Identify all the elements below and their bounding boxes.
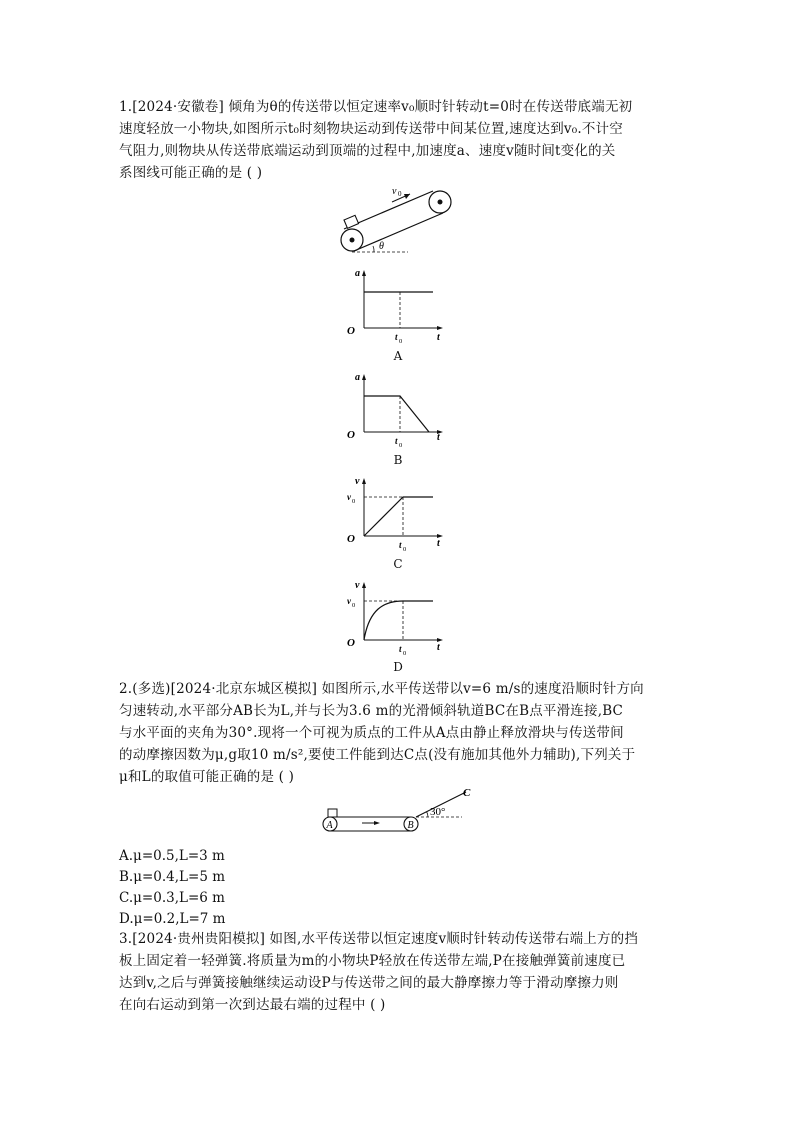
angle-label: 30° bbox=[430, 806, 446, 818]
v0-label: v bbox=[347, 596, 351, 606]
point-c-label: C bbox=[463, 788, 471, 799]
t0-sub: 0 bbox=[403, 546, 407, 553]
text-line: 1.[2024·安徽卷] 倾角为θ的传送带以恒定速率v₀顺时针转动t=0时在传送带底端无初 bbox=[119, 99, 633, 115]
v0-label: v bbox=[392, 186, 397, 197]
v0-sub: 0 bbox=[352, 602, 356, 609]
t0-label: t bbox=[395, 332, 398, 342]
x-axis-label: t bbox=[437, 642, 440, 653]
graph-b-caption: B bbox=[393, 453, 403, 467]
text-line: 2.(多选)[2024·北京东城区模拟] 如图所示,水平传送带以v=6 m/s的速度沿顺时针方向 bbox=[119, 681, 644, 697]
y-axis-label: a bbox=[355, 268, 360, 279]
point-a-label: A bbox=[326, 820, 333, 831]
origin-label: O bbox=[347, 533, 355, 545]
text-line: 达到v,之后与弹簧接触继续运动设P与传送带之间的最大静摩擦力等于滑动摩擦力则 bbox=[119, 975, 619, 991]
text-line: 匀速转动,水平部分AB长为L,并与长为3.6 m的光滑倾斜轨道BC在B点平滑连接,BC bbox=[119, 703, 624, 719]
t0-sub: 0 bbox=[399, 442, 403, 449]
text-line: 速度轻放一小物块,如图所示t₀时刻物块运动到传送带中间某位置,速度达到v₀.不计空 bbox=[119, 121, 623, 137]
text-line: 在向右运动到第一次到达最右端的过程中 ( ) bbox=[119, 997, 386, 1013]
v0-label: v bbox=[347, 492, 351, 502]
graph-a-caption: A bbox=[393, 349, 403, 363]
origin-label: O bbox=[347, 637, 355, 649]
graph-c-caption: C bbox=[393, 557, 403, 571]
text-line: 的动摩擦因数为μ,g取10 m/s²,要使工件能到达C点(没有施加其他外力辅助),下列关于 bbox=[119, 747, 636, 763]
x-axis-label: t bbox=[437, 332, 440, 343]
text-line: 系图线可能正确的是 ( ) bbox=[119, 165, 263, 181]
question-2-text bbox=[119, 678, 679, 788]
t0-sub: 0 bbox=[403, 650, 407, 657]
graph-d-caption: D bbox=[393, 660, 403, 674]
y-axis-label: v bbox=[355, 580, 360, 591]
graph-d bbox=[345, 580, 455, 660]
v0-sub: 0 bbox=[352, 498, 356, 505]
question-1-text bbox=[119, 96, 679, 184]
graph-a bbox=[345, 268, 455, 348]
t0-label: t bbox=[399, 644, 402, 654]
graph-c bbox=[345, 476, 455, 556]
point-b-label: B bbox=[407, 820, 414, 831]
text-line: 气阻力,则物块从传送带底端运动到顶端的过程中,加速度a、速度v随时间t变化的关 bbox=[119, 143, 616, 159]
v0-sub: 0 bbox=[398, 190, 402, 198]
t0-label: t bbox=[399, 540, 402, 550]
option-b: B.μ=0.4,L=5 m bbox=[119, 869, 226, 885]
text-line: 板上固定着一轻弹簧.将质量为m的小物块P轻放在传送带左端,P在接触弹簧前速度已 bbox=[119, 953, 626, 969]
y-axis-label: a bbox=[355, 372, 360, 383]
inclined-conveyor-figure bbox=[330, 180, 470, 260]
text-line: μ和L的取值可能正确的是 ( ) bbox=[119, 769, 295, 785]
horizontal-conveyor-figure bbox=[320, 788, 480, 838]
graph-b bbox=[345, 372, 455, 452]
origin-label: O bbox=[347, 325, 355, 337]
option-c: C.μ=0.3,L=6 m bbox=[119, 890, 225, 906]
option-a: A.μ=0.5,L=3 m bbox=[119, 848, 225, 864]
text-line: 3.[2024·贵州贵阳模拟] 如图,水平传送带以恒定速度v顺时针转动传送带右端上方的挡 bbox=[119, 931, 639, 947]
text-line: 与水平面的夹角为30°.现将一个可视为质点的工件从A点由静止释放滑块与传送带间 bbox=[119, 725, 624, 741]
question-3-text bbox=[119, 928, 679, 1016]
option-d: D.μ=0.2,L=7 m bbox=[119, 911, 226, 927]
y-axis-label: v bbox=[355, 476, 360, 487]
t0-label: t bbox=[395, 436, 398, 446]
t0-sub: 0 bbox=[399, 338, 403, 345]
theta-label: θ bbox=[379, 241, 384, 252]
origin-label: O bbox=[347, 429, 355, 441]
x-axis-label: t bbox=[437, 538, 440, 549]
x-axis-label: t bbox=[437, 432, 440, 443]
